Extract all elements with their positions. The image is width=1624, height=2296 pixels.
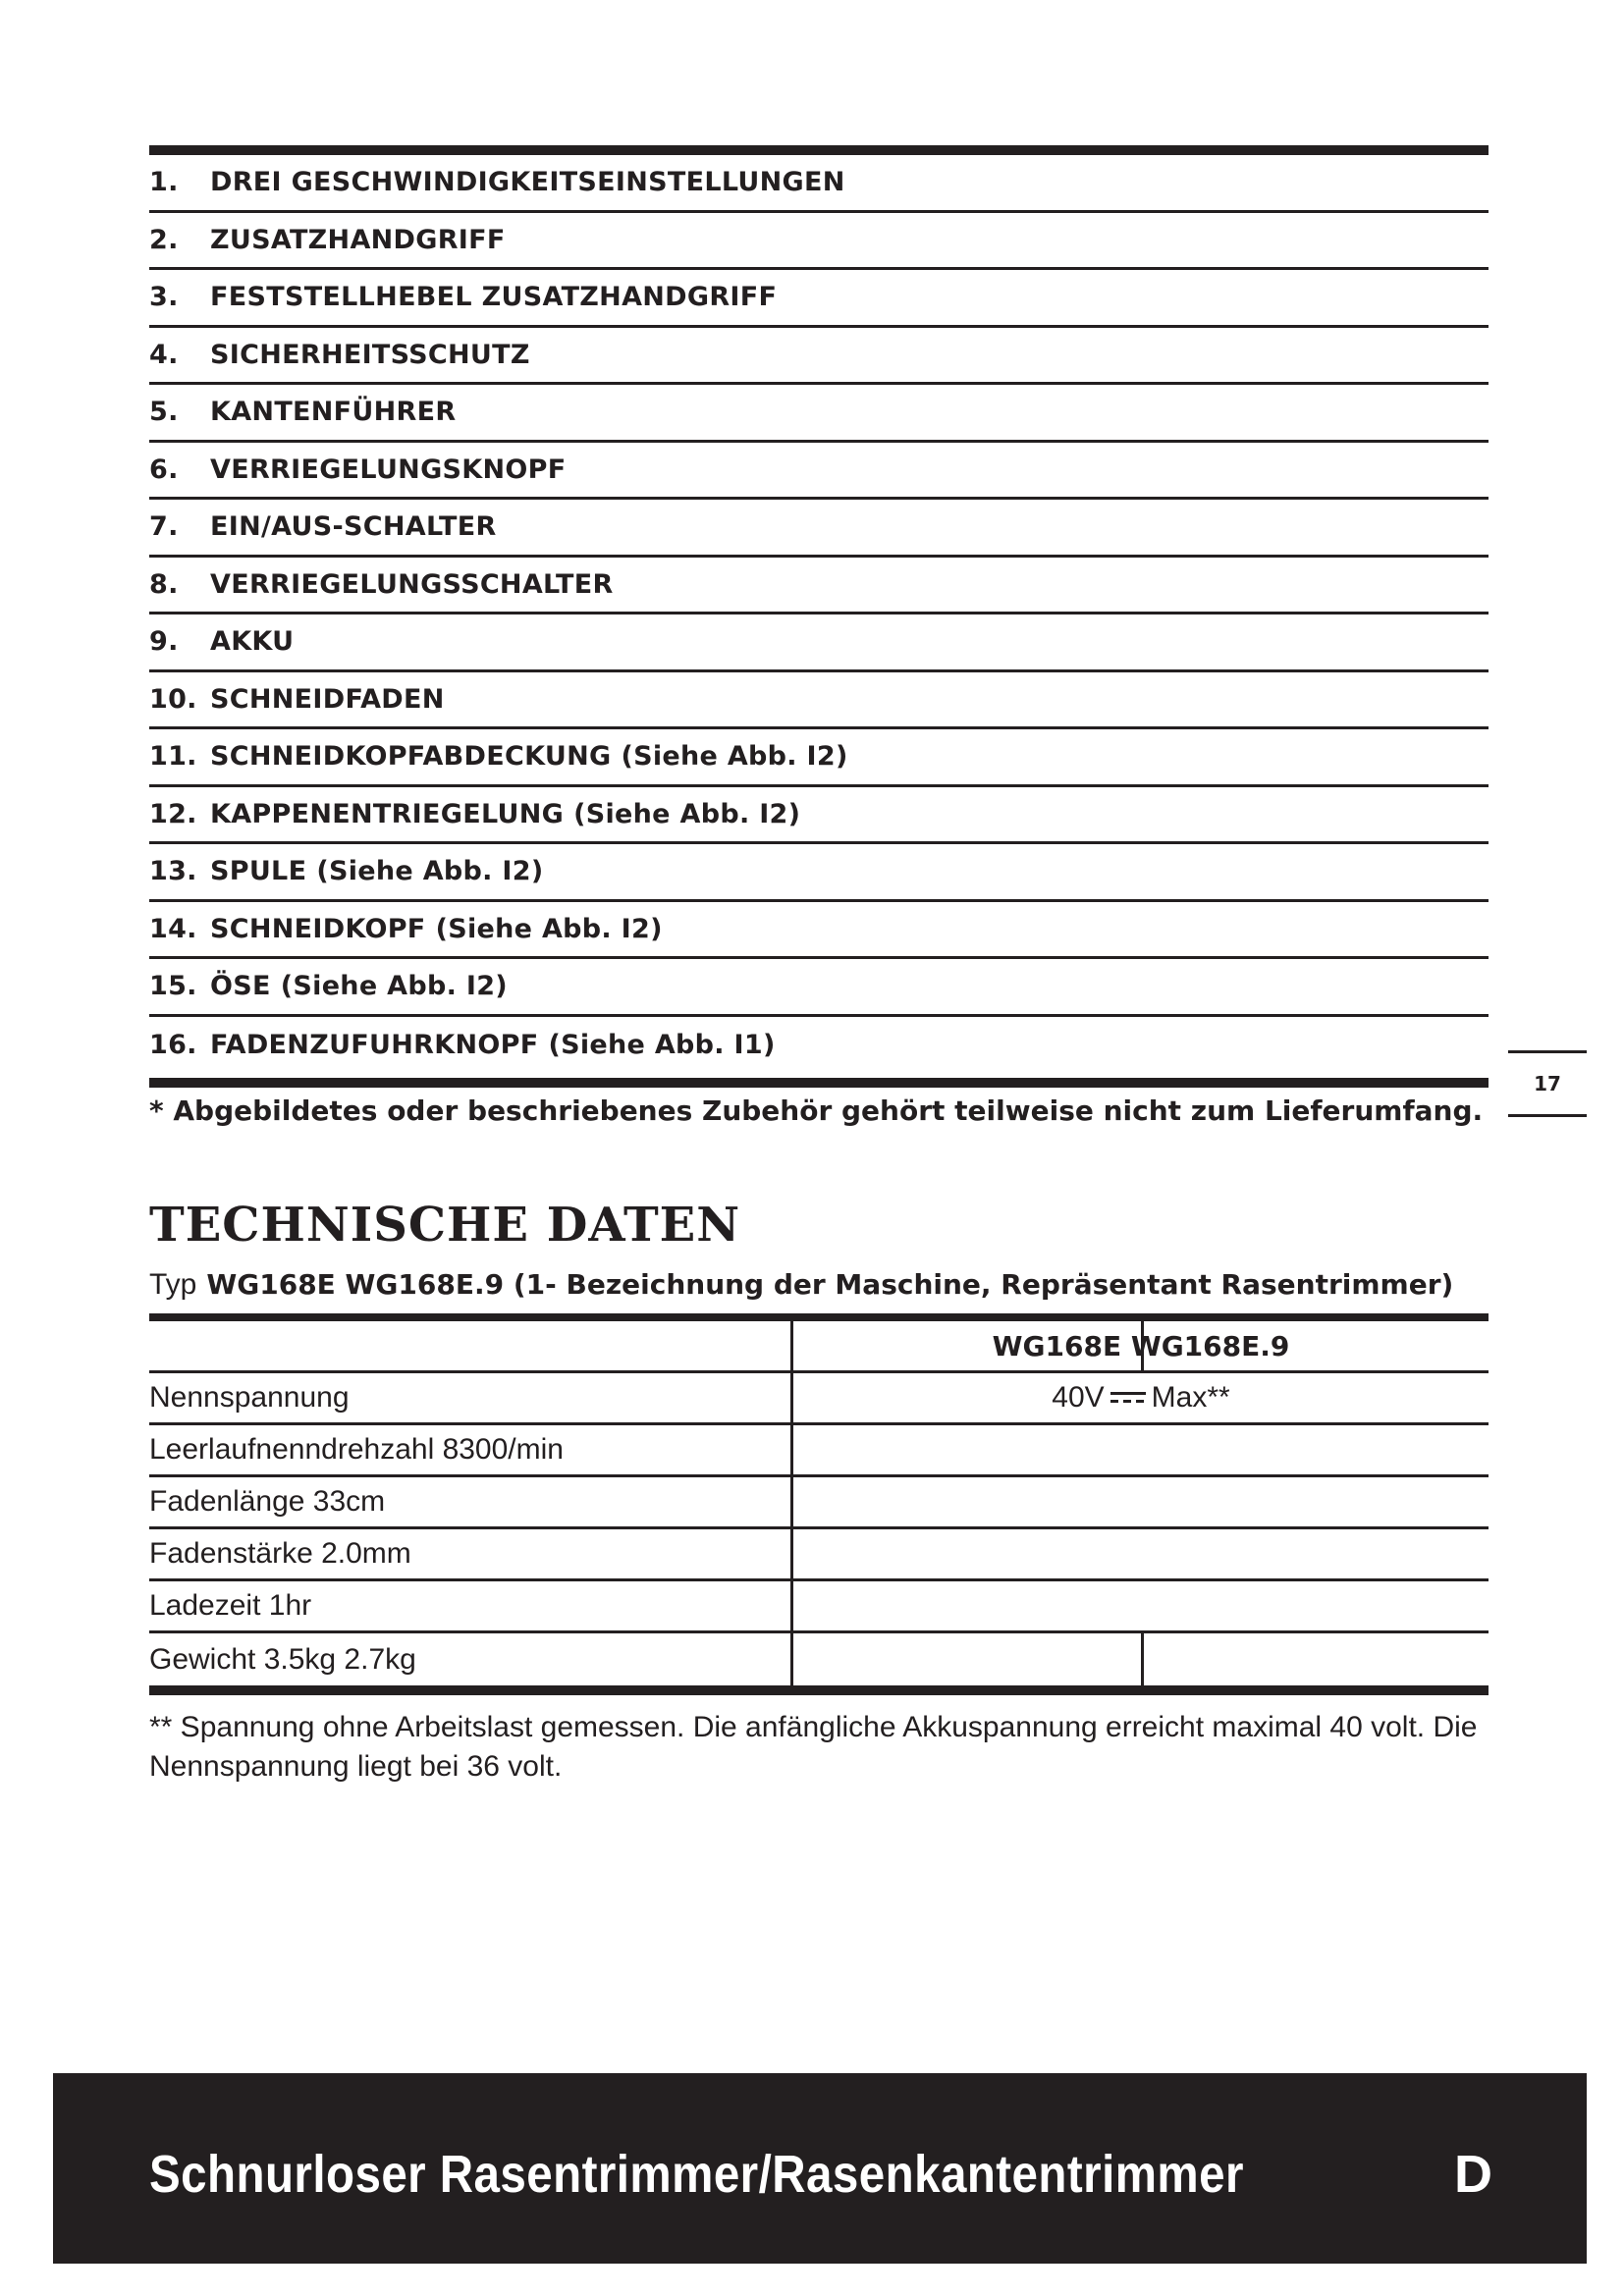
spec-top-rule (149, 1313, 1489, 1321)
spec-header-model-cell (793, 1321, 1489, 1370)
part-number: 9. (149, 626, 179, 658)
part-number: 11. (149, 741, 197, 773)
part-number: 1. (149, 167, 179, 198)
part-row-16 (149, 1017, 1489, 1075)
spec-value (793, 1373, 1489, 1422)
spec-label: Ladezeit 1hr (149, 1581, 793, 1630)
spec-value (793, 1581, 1489, 1630)
part-row-13 (149, 844, 1489, 902)
page-number: 17 (1508, 1050, 1587, 1117)
part-number: 5. (149, 397, 179, 428)
spec-value (793, 1477, 1489, 1526)
part-row-14 (149, 902, 1489, 960)
part-figure-ref: (Siehe Abb. I2) (435, 913, 663, 944)
part-number: 7. (149, 511, 179, 543)
part-row-3 (149, 270, 1489, 328)
part-label: FADENZUFUHRKNOPF (210, 1030, 539, 1061)
part-number: 13. (149, 856, 197, 887)
type-line (149, 1268, 1453, 1302)
part-row-8 (149, 558, 1489, 615)
part-label: DREI GESCHWINDIGKEITSEINSTELLUNGEN (210, 167, 845, 198)
part-row-9 (149, 614, 1489, 672)
part-figure-ref: (Siehe Abb. I2) (316, 856, 544, 887)
voltage-value: 40V (1052, 1381, 1105, 1414)
spec-header-model: WG168E WG168E.9 (992, 1329, 1290, 1362)
part-row-10 (149, 672, 1489, 730)
part-row-5 (149, 385, 1489, 443)
part-label: SICHERHEITSSCHUTZ (210, 339, 530, 370)
part-label: ZUSATZHANDGRIFF (210, 224, 506, 255)
spec-row-charge-time (149, 1581, 1489, 1633)
spec-row-speed (149, 1425, 1489, 1477)
part-row-2 (149, 213, 1489, 271)
voltage-note: ** Spannung ohne Arbeitslast gemessen. Die anfängliche Akkuspannung erreicht maximal 40 volt. Die Nennspannung liegt bei 36 volt. (149, 1711, 1478, 1783)
part-number: 14. (149, 913, 197, 944)
section-title: TECHNISCHE DATEN (149, 1198, 741, 1253)
spec-bottom-rule (149, 1685, 1489, 1695)
part-number: 2. (149, 224, 179, 255)
spec-row-line-length (149, 1477, 1489, 1529)
spec-label: Gewicht 3.5kg 2.7kg (149, 1633, 793, 1685)
accessories-footnote: * Abgebildetes oder beschriebenes Zubehör gehört teilweise nicht zum Lieferumfang. (149, 1095, 1484, 1127)
language-code: D (1454, 2145, 1492, 2204)
part-number: 3. (149, 282, 179, 313)
part-label: SCHNEIDKOPF (210, 913, 426, 944)
part-label: SPULE (210, 856, 307, 887)
spec-table (149, 1313, 1489, 1695)
type-value: WG168E WG168E.9 (1- Bezeichnung der Maschine, Repräsentant Rasentrimmer) (206, 1268, 1454, 1301)
part-row-11 (149, 729, 1489, 787)
part-label: EIN/AUS-SCHALTER (210, 511, 497, 543)
part-label: VERRIEGELUNGSSCHALTER (210, 568, 614, 600)
spec-value (793, 1633, 1489, 1685)
spec-value (793, 1425, 1489, 1474)
part-label: FESTSTELLHEBEL ZUSATZHANDGRIFF (210, 282, 778, 313)
spec-label: Fadenlänge 33cm (149, 1477, 793, 1526)
part-number: 4. (149, 339, 179, 370)
part-label: KANTENFÜHRER (210, 397, 457, 428)
type-label: Typ (149, 1268, 197, 1301)
spec-row-line-diameter (149, 1529, 1489, 1581)
part-row-12 (149, 787, 1489, 845)
part-figure-ref: (Siehe Abb. I2) (621, 741, 848, 773)
part-number: 16. (149, 1030, 197, 1061)
part-row-7 (149, 500, 1489, 558)
part-label: AKKU (210, 626, 295, 658)
spec-value (793, 1529, 1489, 1578)
spec-label: Fadenstärke 2.0mm (149, 1529, 793, 1578)
part-label: KAPPENENTRIEGELUNG (210, 798, 565, 829)
part-label: VERRIEGELUNGSKNOPF (210, 454, 567, 485)
part-figure-ref: (Siehe Abb. I2) (573, 798, 801, 829)
spec-label: Leerlaufnenndrehzahl 8300/min (149, 1425, 793, 1474)
part-figure-ref: (Siehe Abb. I1) (548, 1030, 776, 1061)
part-label: SCHNEIDFADEN (210, 683, 445, 715)
parts-list (149, 145, 1489, 1088)
part-row-4 (149, 328, 1489, 386)
part-number: 15. (149, 971, 197, 1002)
part-label: SCHNEIDKOPFABDECKUNG (210, 741, 612, 773)
part-label: ÖSE (210, 971, 271, 1002)
part-number: 10. (149, 683, 197, 715)
part-row-6 (149, 443, 1489, 501)
spec-header-row (149, 1321, 1489, 1373)
part-row-15 (149, 959, 1489, 1017)
dc-current-icon (1110, 1390, 1146, 1406)
spec-column-divider (1141, 1633, 1144, 1685)
spec-label: Nennspannung (149, 1373, 793, 1422)
part-number: 6. (149, 454, 179, 485)
voltage-max-label: Max** (1151, 1381, 1230, 1414)
parts-top-rule (149, 145, 1489, 155)
parts-bottom-rule (149, 1078, 1489, 1088)
spec-header-empty (149, 1321, 793, 1370)
part-number: 12. (149, 798, 197, 829)
part-number: 8. (149, 568, 179, 600)
spec-row-voltage (149, 1373, 1489, 1425)
product-title: Schnurloser Rasentrimmer/Rasenkantentrimmer (149, 2145, 1244, 2204)
spec-row-weight (149, 1633, 1489, 1685)
part-figure-ref: (Siehe Abb. I2) (280, 971, 508, 1002)
part-row-1 (149, 155, 1489, 213)
footer-banner (53, 2073, 1587, 2264)
